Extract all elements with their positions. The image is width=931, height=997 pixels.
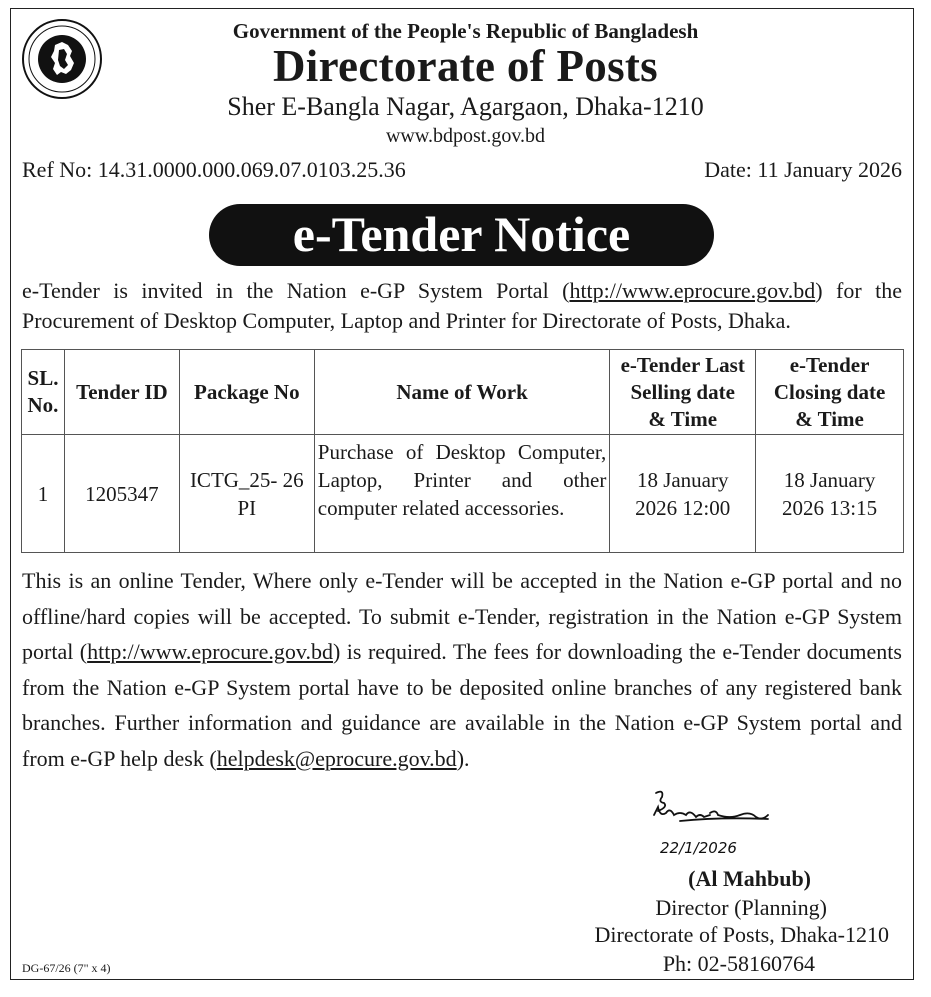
signature-date: 22/1/2026 <box>660 839 737 857</box>
intro-paragraph <box>22 276 902 336</box>
instructions-text-2: ) is required. The fees for downloading the e-Tender documents from the Nation e-GP System portal have to be deposited online branches of any registered bank branches. Further information and guidance are available in the Nation e-GP System portal and from e-GP help desk ( <box>22 639 902 771</box>
header-selling-date: e-Tender Last Selling date & Time <box>610 350 756 435</box>
reference-number: Ref No: 14.31.0000.000.069.07.0103.25.36 <box>22 157 406 182</box>
signatory-phone: Ph: 02-58160764 <box>662 951 815 976</box>
eprocure-link[interactable]: http://www.eprocure.gov.bd <box>569 278 816 303</box>
instructions-paragraph <box>22 563 902 776</box>
table-header-row <box>22 350 904 435</box>
eprocure-link-2[interactable]: http://www.eprocure.gov.bd <box>87 639 333 664</box>
signatory-office: Directorate of Posts, Dhaka-1210 <box>594 922 889 947</box>
cell-closing-date: 18 January 2026 13:15 <box>756 435 904 553</box>
intro-text-end: ) for the Procurement of Desktop Computer, Laptop and Printer for Directorate of Posts, Dhaka. <box>22 278 902 333</box>
signatory-title: Director (Planning) <box>655 895 827 920</box>
intro-text: e-Tender is invited in the Nation e-GP System Portal ( <box>22 278 570 303</box>
notice-date: Date: 11 January 2026 <box>704 157 902 182</box>
directorate-address: Sher E-Bangla Nagar, Agargaon, Dhaka-1210 <box>227 92 704 121</box>
signatory-name: (Al Mahbub) <box>688 866 811 891</box>
website-address: www.bdpost.gov.bd <box>385 125 546 147</box>
instructions-text-end: ). <box>456 745 470 771</box>
header-name-of-work: Name of Work <box>314 350 610 435</box>
cell-name-of-work: Purchase of Desktop Computer, Laptop, Printer and other computer related accessories. <box>314 435 610 553</box>
tender-table <box>21 349 904 553</box>
header-closing-date: e-Tender Closing date & Time <box>756 350 904 435</box>
cell-sl: 1 <box>22 435 65 553</box>
cell-selling-date: 18 January 2026 12:00 <box>610 435 756 553</box>
header-sl: SL. No. <box>22 350 65 435</box>
cell-package-no: ICTG_25- 26 PI <box>179 435 314 553</box>
directorate-title: Directorate of Posts <box>272 41 658 91</box>
helpdesk-email-link[interactable]: helpdesk@eprocure.gov.bd <box>216 745 457 771</box>
instructions-text: This is an online Tender, Where only e-Tender will be accepted in the Nation e-GP portal and no offline/hard copies will be accepted. To submit e-Tender, registration in the Nation e-GP System portal ( <box>22 568 902 664</box>
header-package-no: Package No <box>179 350 314 435</box>
cell-tender-id: 1205347 <box>64 435 179 553</box>
table-row <box>22 435 904 553</box>
document-code: DG-67/26 (7" x 4) <box>22 961 111 975</box>
handwritten-signature <box>640 785 800 860</box>
notice-title: e-Tender Notice <box>209 204 714 266</box>
header-tender-id: Tender ID <box>64 350 179 435</box>
government-heading: Government of the People's Republic of Bangladesh <box>232 19 699 43</box>
